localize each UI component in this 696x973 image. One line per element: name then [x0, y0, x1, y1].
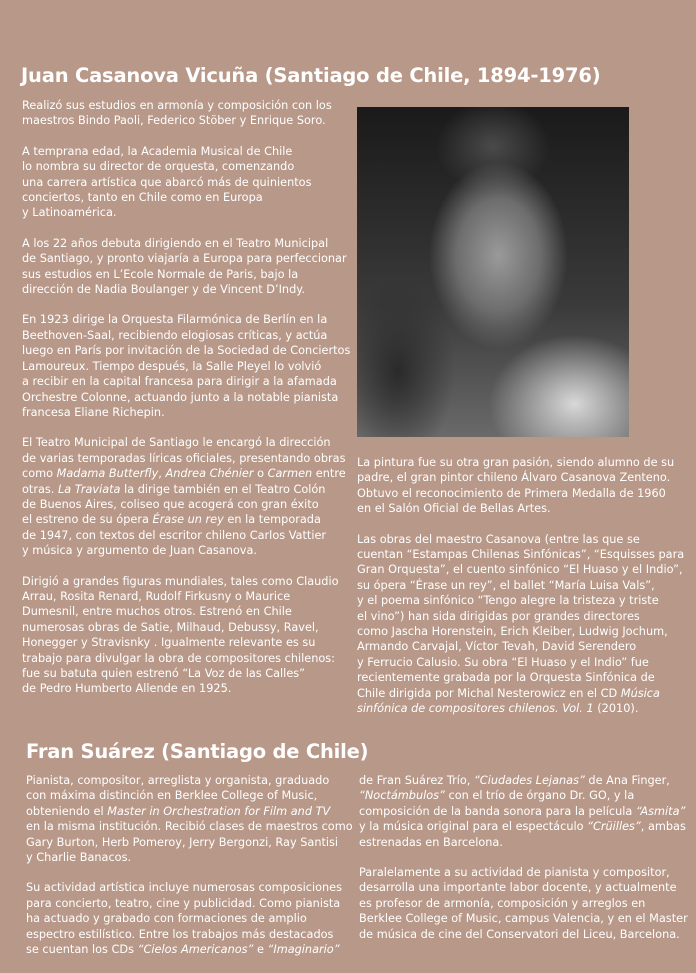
bio-paragraph: Pianista, compositor, arreglista y organista, graduado con máxima distinción en Berklee College of Music, obteniendo el Master in Orchestration for Film and TV en la misma institución. Recibió clases de maestros como Gary Burton, Herb Pomeroy, Jerry Bergonzi, Ray Santisi y Charlie Banacos.	[26, 774, 353, 865]
bio-paragraph: Su actividad artística incluye numerosas composiciones para concierto, teatro, cine y publicidad. Como pianista ha actuado y grabado con formaciones de amplio espectro estilístico. Entre los trabajos más destacados se cuentan los CDs “Cielos Americanos” e “Imaginario”	[26, 881, 343, 957]
section2-left-column	[26, 773, 356, 957]
bio-paragraph: de Fran Suárez Trío, “Ciudades Lejanas” de Ana Finger, “Noctámbulos” con el trío de órgano Dr. GO, y la composición de la banda sonora para la película “Asmita” y la música original para el espectáculo “Crüilles”, ambas estrenadas en Barcelona.	[359, 774, 686, 849]
bio-paragraph: Paralelamente a su actividad de pianista y compositor, desarrolla una importante labor docente, y actualmente es profesor de armonía, composición y arreglos en Berklee College of Music, campus Valencia, y en el Master de música de cine del Conservatori del Liceu, Barcelona.	[359, 866, 688, 941]
bio-paragraph: La pintura fue su otra gran pasión, siendo alumno de su padre, el gran pintor chileno Álvaro Casanova Zenteno. Obtuvo el reconocimiento de Primera Medalla de 1960 en el Salón Oficial de Bellas Artes.	[357, 456, 675, 516]
bio-paragraph: Realizó sus estudios en armonía y composición con los maestros Bindo Paoli, Federico Stöber y Enrique Soro.	[22, 99, 332, 128]
section1-left-column	[22, 98, 352, 697]
bio-paragraph: En 1923 dirige la Orquesta Filarmónica de Berlín en la Beethoven-Saal, recibiendo elogiosas críticas, y actúa luego en París por invitación de la Sociedad de Conciertos Lamoureux. Tiempo después, la Salle Pleyel lo volvió a recibir en la capital francesa para dirigir a la afamada Orchestre Colonne, actuando junto a la notable pianista francesa Eliane Richepin.	[22, 313, 351, 419]
bio-paragraph: El Teatro Municipal de Santiago le encargó la dirección de varias temporadas líricas oficiales, presentando obras como Madama Butterfly, Andrea Chénier o Carmen entre otras. La Traviata la dirige también en el Teatro Colón de Buenos Aires, coliseo que acogerá con gran éxito el estreno de su ópera Érase un rey en la temporada de 1947, con textos del escritor chileno Carlos Vattier y música y argumento de Juan Casanova.	[22, 436, 346, 558]
bio-paragraph: A los 22 años debuta dirigiendo en el Teatro Municipal de Santiago, y pronto viajaría a Europa para perfeccionar sus estudios en L’Ecole Normale de Paris, bajo la dirección de Nadia Boulanger y de Vincent D’Indy.	[22, 236, 347, 297]
section1-title: Juan Casanova Vicuña (Santiago de Chile, 1894-1976)	[21, 64, 601, 87]
bio-paragraph: Las obras del maestro Casanova (entre las que se cuentan “Estampas Chilenas Sinfónicas”, “Esquisses para Gran Orquesta”, el cuento sinfónico “El Huaso y el Indio”, su ópera “Érase un rey”, el ballet “María Luisa Vals”, y el poema sinfónico “Tengo alegre la tristeza y triste el vino”) han sida dirigidas por grandes directores como Jascha Horenstein, Erich Kleiber, Ludwig Jochum, Armando Carvajal, Víctor Tevah, David Serendero y Ferrucio Calusio. Su obra “El Huaso y el Indio” fue recientemente grabada por la Orquesta Sinfónica de Chile dirigida por Michal Nesterowicz en el CD Música sinfónica de compositores chilenos. Vol. 1 (2010).	[357, 532, 685, 716]
portrait-photo	[357, 107, 629, 437]
section2-title: Fran Suárez (Santiago de Chile)	[26, 740, 369, 763]
bio-paragraph: Dirigió a grandes figuras mundiales, tales como Claudio Arrau, Rosita Renard, Rudolf Firkusny o Maurice Dumesnil, entre muchos otros. Estrenó en Chile numerosas obras de Satie, Milhaud, Debussy, Ravel, Honegger y Stravisnky . Igualmente relevante es su trabajo para divulgar la obra de compositores chilenos: fue su batuta quien estrenó “La Voz de las Calles” de Pedro Humberto Allende en 1925.	[22, 574, 339, 696]
bio-paragraph: A temprana edad, la Academia Musical de Chile lo nombra su director de orquesta, comenzando una carrera artística que abarcó más de quinientos conciertos, tanto en Chile como en Europa y Latinoamérica.	[22, 144, 312, 220]
section1-right-column	[357, 455, 687, 717]
section2-right-column	[359, 773, 689, 942]
